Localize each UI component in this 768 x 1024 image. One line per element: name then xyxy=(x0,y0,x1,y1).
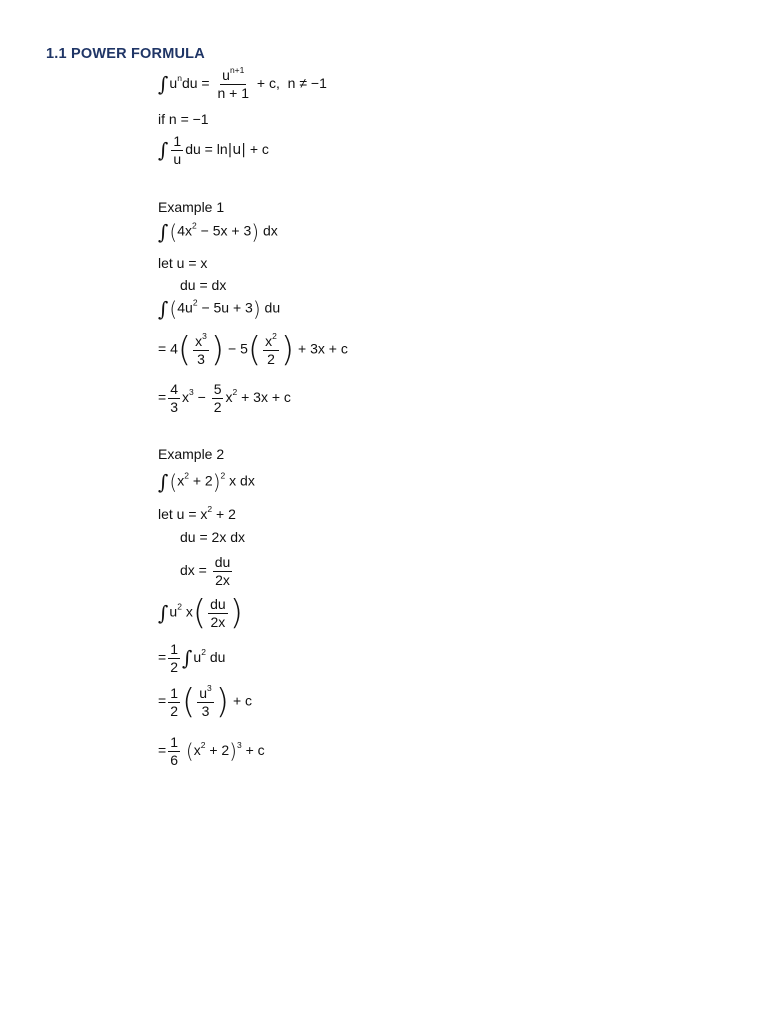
example-1-du: du = dx xyxy=(180,277,227,293)
example-1-substitution: $\int(4u^2 - 5u + 3)$ du xyxy=(158,297,281,321)
example-2-substitution: $\int u^2$ x( $\frac{du}{2x}$ ) xyxy=(158,593,243,633)
example-2-step-3: = $\frac{1}{6}$ $(x^2 + 2)^3 + c$ xyxy=(158,734,265,768)
example-2-title: Example 2 xyxy=(158,446,225,462)
section-heading: 1.1 POWER FORMULA xyxy=(46,46,205,62)
log-formula: ∫ $\frac{1}{u}$ du = ln|u| + c xyxy=(158,133,269,167)
example-1-step-2: = $\frac{4}{3}$ $x^3$ − $\frac{5}{2}$ $x^2 + 3x + c$ xyxy=(158,381,291,415)
example-2-du: du = 2x dx xyxy=(180,529,245,545)
integral-sign: ∫ xyxy=(158,72,169,97)
example-2-let: let $u = x^2 + 2$ xyxy=(158,504,236,522)
example-1-title: Example 1 xyxy=(158,199,225,215)
if-condition: if n = −1 xyxy=(158,111,209,127)
condition: n ≠ −1 xyxy=(287,74,327,91)
example-2-step-2: = $\frac{1}{2}$ ( $\frac{u^3}{3}$ ) + c xyxy=(158,682,253,722)
example-1-integral: $\int(4x^2 - 5x + 3)$ dx xyxy=(158,220,278,244)
fraction: $\frac{u^{n+1}}{n + 1}$ xyxy=(217,65,250,101)
example-2-dx: dx = $\frac{du}{2x}$ xyxy=(180,554,231,588)
example-2-integral: $\int(x^2 + 2)^2$ x dx xyxy=(158,470,255,494)
example-1-step-1: = 4( $\frac{x^3}{3}$ ) − 5( $\frac{x^2}{2}$ ) + 3x + c xyxy=(158,330,348,370)
power-formula: $\int u^ndu$ = $\frac{u^{n+1}}{n + 1}$ + c, n ≠ −1 xyxy=(158,65,327,101)
example-2-step-1: = $\frac{1}{2}$ $\int u^2$ du xyxy=(158,641,226,675)
example-1-let: let u = x xyxy=(158,255,208,271)
